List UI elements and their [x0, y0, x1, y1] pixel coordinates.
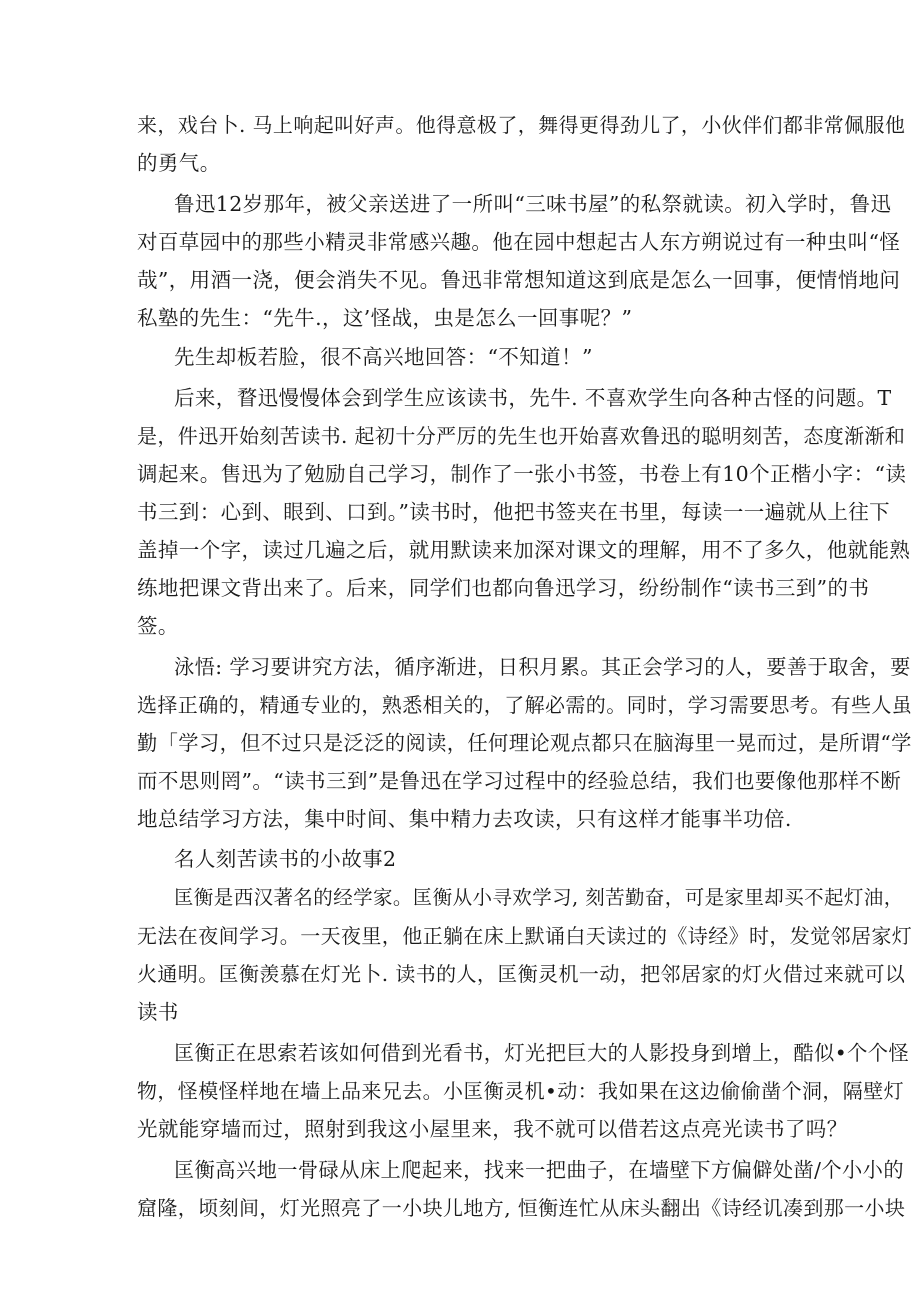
text-line: 物，怪模怪样地在墙上品来兄去。小匡衡灵机•动：我如果在这边偷偷凿个洞，隔壁灯 — [137, 1079, 904, 1103]
text-line: 窟隆，顷刻间，灯光照亮了一小块儿地方, 恒衡连忙从床头翻出《诗经讥凑到那一小块 — [137, 1196, 906, 1220]
text-line: 无法在夜间学习。一天夜里，他正躺在床上默诵白天读过的《诗经》时，发觉邻居家灯 — [137, 924, 913, 948]
text-line: 火通明。匡衡羡慕在灯光卜. 读书的人，匡衡灵机一动，把邻居家的灯火借过来就可以 — [137, 962, 906, 986]
text-line: 匡衡是西汉著名的经学家。匡衡从小寻欢学习, 刻苦勤奋，可是家里却买不起灯油， — [174, 886, 904, 909]
text-line: 来，戏台卜. 马上响起叫好声。他得意极了，舞得更得劲儿了，小伙伴们都非常佩服他 — [137, 113, 906, 137]
text-line: 先生却板若脸，很不高兴地回答：“不知道！” — [174, 345, 593, 369]
text-line: 是，件迅开始刻苦读书. 起初十分严厉的先生也开始喜欢鲁迅的聪明刻苦，态度渐渐和 — [137, 424, 906, 448]
text-line: 私塾的先生：“先牛.，这’怪战，虫是怎么一回事呢？” — [137, 306, 633, 330]
text-line: 选择正确的，精通专业的，熟悉相关的，了解必需的。同时，学习需要思考。有些人虽 — [137, 693, 913, 717]
text-line: 而不思则罔”。“读书三到”是鲁迅在学习过程中的经验总结，我们也要像他那样不断 — [137, 769, 902, 793]
text-line: 光就能穿墙而过，照射到我这小屋里来，我不就可以借若这点亮光读书了吗？ — [137, 1117, 848, 1141]
text-line: 地总结学习方法，集中时间、集中精力去攻读，只有这样才能事半功倍. — [137, 807, 792, 831]
text-line: 匡衡高兴地一骨碌从床上爬起来，找来一把曲子，在墙壁下方偏僻处凿/个小小的 — [174, 1158, 904, 1182]
text-line: 匡衡正在思索若该如何借到光看书，灯光把巨大的人影投身到增上，酷似•个个怪 — [174, 1041, 910, 1065]
text-line: 哉”，用酒一浇，便会消失不见。鲁迅非常想知道这到底是怎么一回事，便情悄地问 — [137, 268, 901, 292]
text-line: 签。 — [137, 614, 179, 638]
text-line: 后来，瞀迅慢慢体会到学生应该读书，先牛. 不喜欢学生向各种古怪的问题。T — [174, 386, 892, 410]
text-line: 的勇气。 — [137, 151, 221, 175]
text-line: 对百草园中的那些小精灵非常感兴趣。他在园中想起古人东方朔说过有一种虫叫“怪 — [137, 230, 901, 254]
text-line: 书三到：心到、眼到、口到。”读书时，他把书签夹在书里，每读一一遍就从上往下 — [137, 500, 891, 524]
section-heading: 名人刻苦读书的小故事2 — [174, 847, 397, 871]
text-line: 勤「学习，但不过只是泛泛的阅读，任何理论观点都只在脑海里一晃而过，是所谓“学 — [137, 731, 912, 755]
text-line: 泳悟: 学习要讲究方法，循序渐进，日积月累。其正会学习的人，要善于取舍，要 — [174, 655, 911, 679]
text-line: 练地把课文背出来了。后来，同学们也都向鲁迅学习，纷纷制作“读书三到”的书 — [137, 576, 870, 600]
text-line: 读书 — [137, 1000, 179, 1024]
text-line: 调起来。售迅为了勉励自己学习，制作了一张小书签，书卷上有10个正楷小字：“读 — [137, 462, 907, 486]
text-line: 鲁迅12岁那年，被父亲送进了一所叫“三味书屋”的私祭就读。初入学时，鲁迅 — [174, 192, 892, 216]
text-line: 盖掉一个字，读过几遍之后，就用默读来加深对课文的理解，用不了多久，他就能熟 — [137, 538, 911, 562]
